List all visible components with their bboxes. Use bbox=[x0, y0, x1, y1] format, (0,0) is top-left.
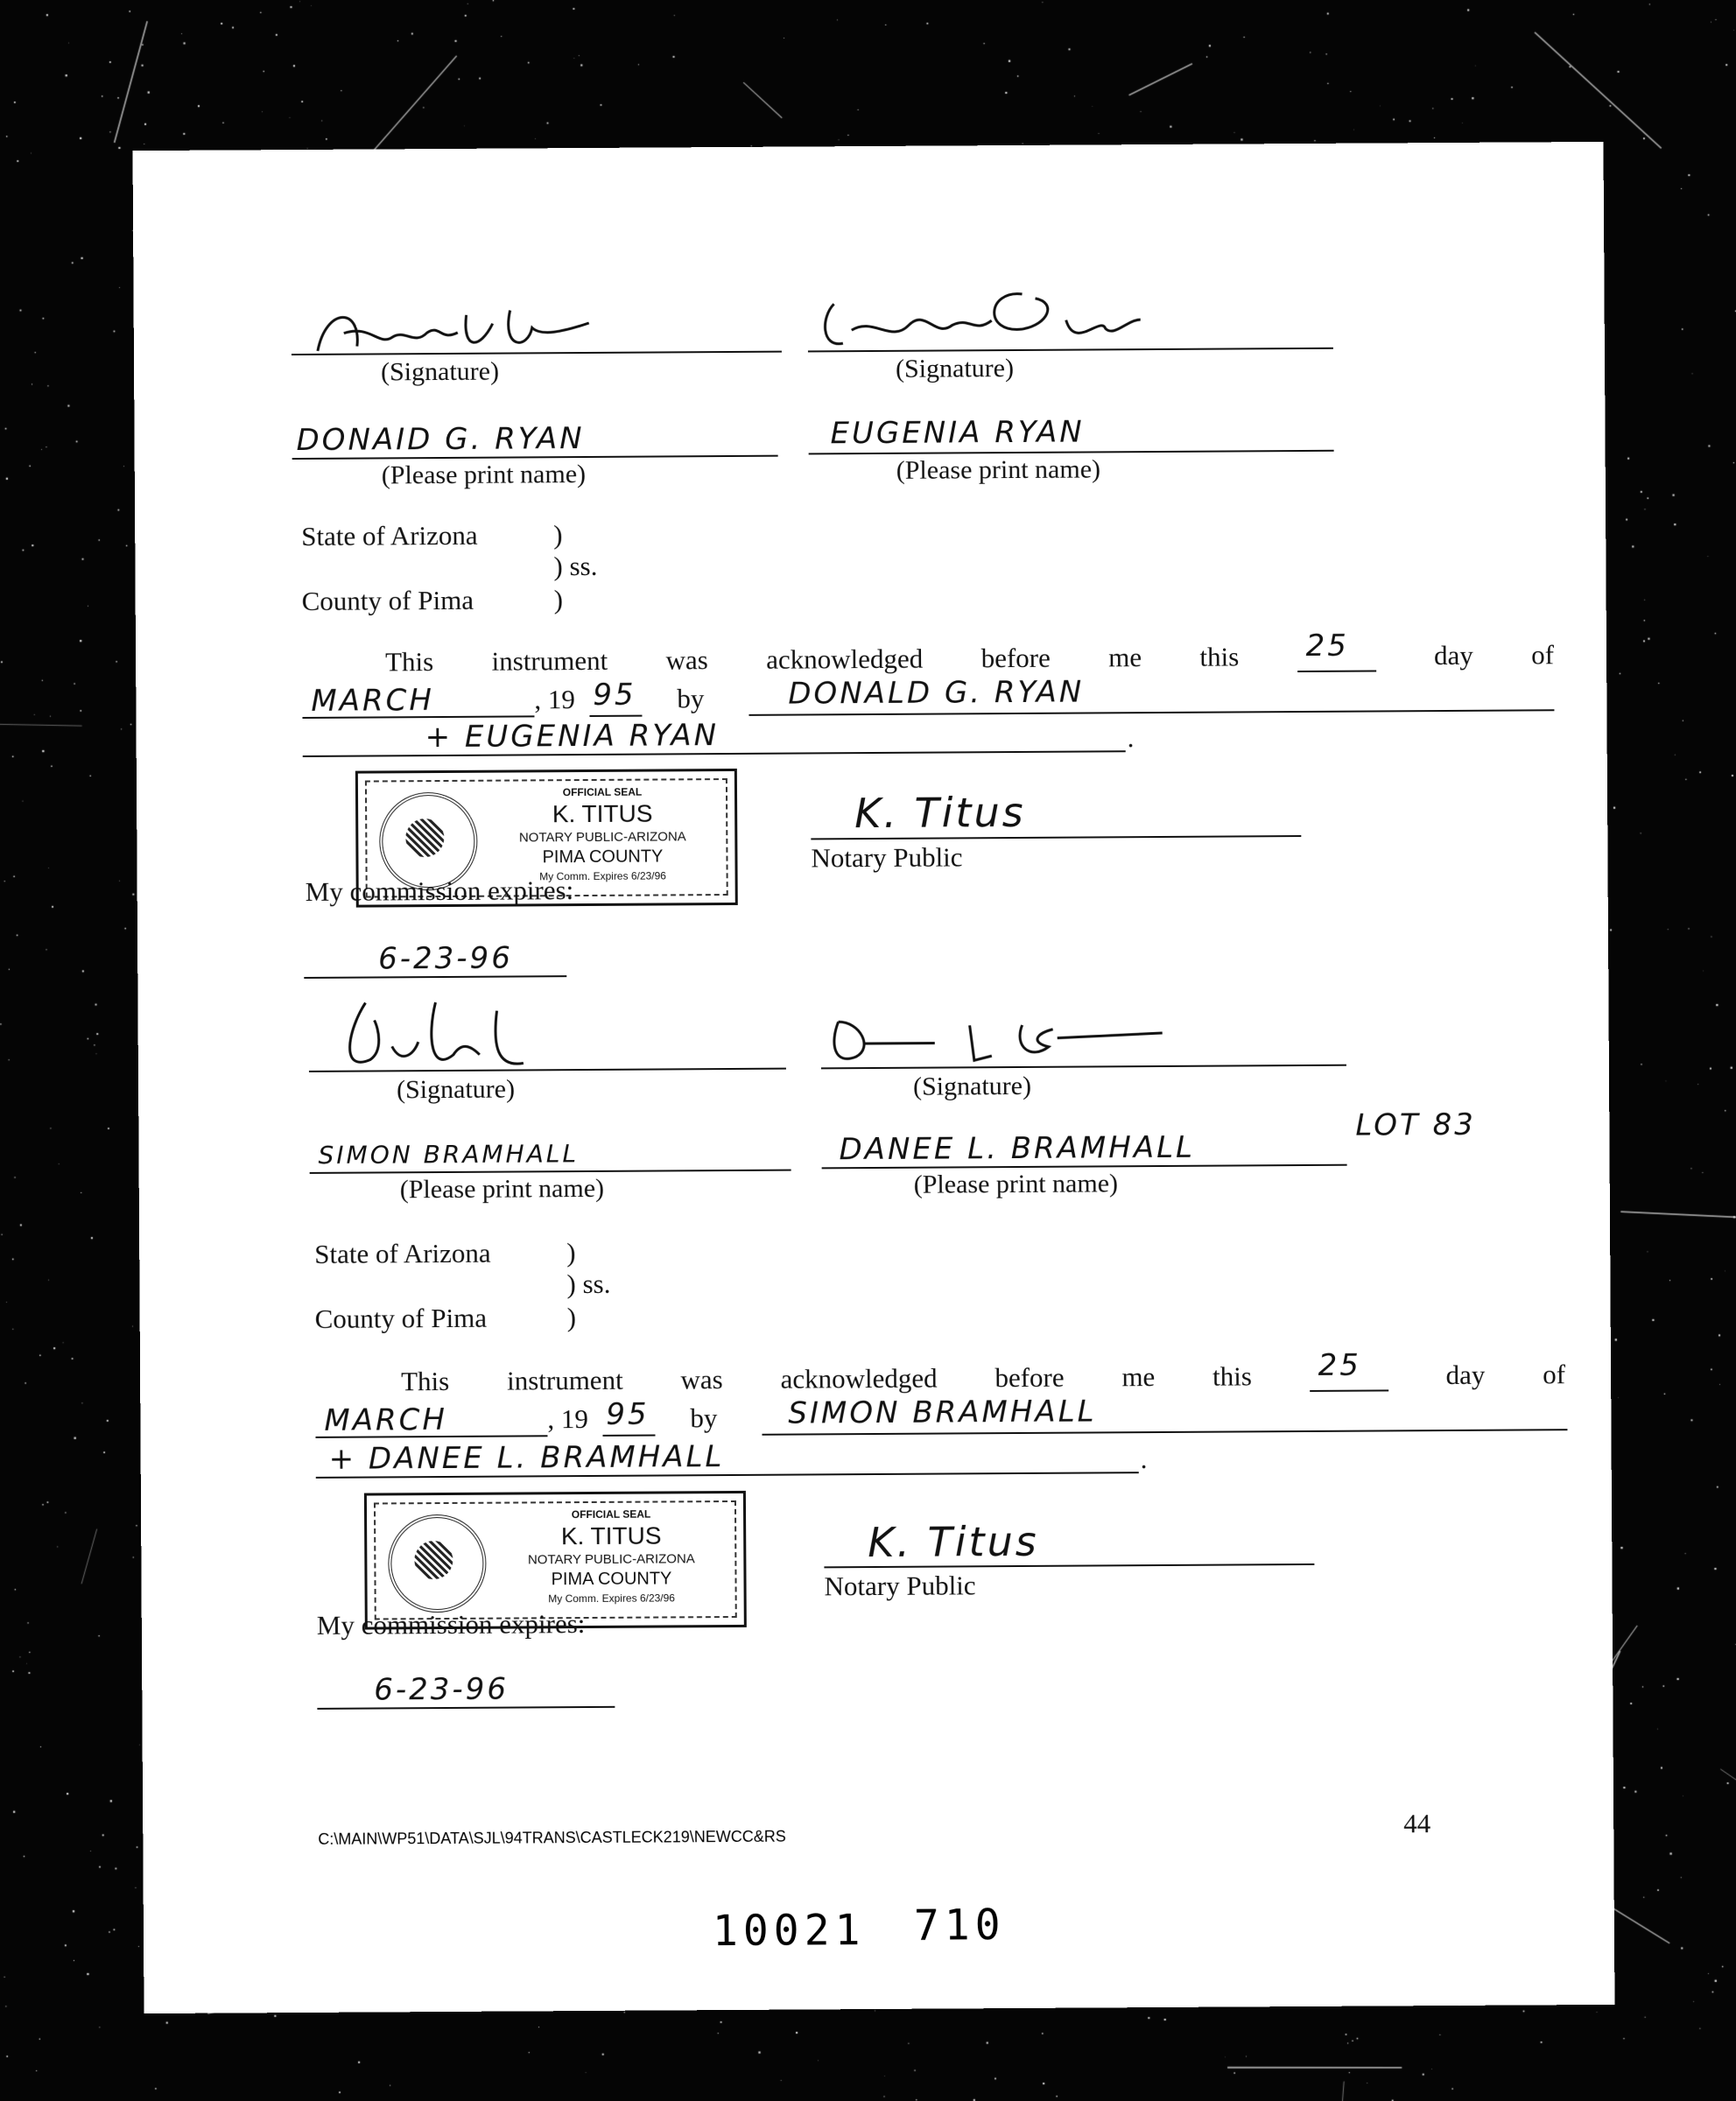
recording-page-number: 710 bbox=[913, 1901, 1006, 1950]
ack-by-name-1a: DONALD G. RYAN bbox=[788, 674, 1085, 712]
ack-word: this bbox=[1199, 641, 1240, 672]
ack-word: This bbox=[401, 1365, 450, 1397]
seal-line4: My Comm. Expires 6/23/96 bbox=[548, 1592, 676, 1606]
ack-period-2: . bbox=[1140, 1444, 1148, 1475]
seal-notary-name: K. TITUS bbox=[560, 1521, 662, 1550]
ack-word: before bbox=[980, 642, 1051, 674]
ack-by-2: by bbox=[690, 1402, 718, 1434]
ack-day-2: 25 bbox=[1318, 1347, 1362, 1383]
ack-day-underline bbox=[1297, 670, 1376, 672]
ack-word: me bbox=[1108, 642, 1142, 673]
ack-word: me bbox=[1121, 1361, 1156, 1393]
name-caption-left-1: (Please print name) bbox=[381, 459, 587, 490]
ack-word: day bbox=[1433, 639, 1473, 671]
seal-line2: NOTARY PUBLIC-ARIZONA bbox=[518, 829, 686, 846]
seal-notary-name: K. TITUS bbox=[552, 799, 653, 828]
signature-caption-right-2: (Signature) bbox=[912, 1071, 1032, 1101]
ack-word: was bbox=[665, 644, 708, 676]
county-label-2: County of Pima bbox=[314, 1302, 488, 1334]
ack-word: acknowledged bbox=[766, 643, 924, 675]
name-line-left-2 bbox=[310, 1170, 791, 1174]
ack-day-1: 25 bbox=[1305, 628, 1349, 664]
ack-word: This bbox=[384, 646, 434, 678]
printed-name-left-1: DONAID G. RYAN bbox=[296, 421, 585, 459]
arizona-seal-emblem bbox=[388, 1514, 487, 1613]
signature-caption-right-1: (Signature) bbox=[895, 354, 1015, 383]
file-path: C:\MAIN\WP51\DATA\SJL\94TRANS\CASTLECK219\NEWCC&RS bbox=[318, 1827, 786, 1848]
ack-word: before bbox=[995, 1361, 1065, 1394]
ack-month-underline-1 bbox=[302, 715, 534, 719]
ack-by-1: by bbox=[677, 683, 705, 714]
ack-day-slot bbox=[1310, 1347, 1388, 1392]
ack-word: of bbox=[1543, 1359, 1566, 1390]
ack-comma19-2: , 19 bbox=[547, 1402, 588, 1435]
ack-comma19-1: , 19 bbox=[534, 684, 575, 715]
signature-caption-left-2: (Signature) bbox=[396, 1074, 516, 1105]
signature-danee-bramhall bbox=[821, 1007, 1171, 1070]
notary-signature-2: K. Titus bbox=[868, 1517, 1039, 1567]
name-caption-left-2: (Please print name) bbox=[399, 1173, 605, 1205]
ack-word: of bbox=[1531, 639, 1555, 671]
document-page bbox=[133, 142, 1615, 2013]
commission-label-2: My commission expires: bbox=[316, 1608, 586, 1641]
commission-date-1: 6-23-96 bbox=[378, 940, 513, 977]
paren-1a: ) bbox=[553, 519, 563, 551]
ack-month-2: MARCH bbox=[324, 1402, 448, 1438]
ss-label-2: ) ss. bbox=[566, 1268, 611, 1300]
name-caption-right-2: (Please print name) bbox=[913, 1169, 1119, 1199]
ack-word: acknowledged bbox=[780, 1362, 938, 1395]
printed-name-right-1: EUGENIA RYAN bbox=[830, 414, 1085, 452]
county-label-1: County of Pima bbox=[301, 584, 474, 616]
paren-2b: ) bbox=[566, 1302, 577, 1333]
notary-public-label-1: Notary Public bbox=[811, 841, 963, 874]
commission-label-1: My commission expires: bbox=[305, 875, 574, 907]
seal-title: OFFICIAL SEAL bbox=[562, 785, 643, 799]
ss-label-1: ) ss. bbox=[553, 550, 598, 582]
notary-signature-1: K. Titus bbox=[854, 788, 1026, 838]
ack-year-2: 95 bbox=[606, 1396, 650, 1432]
ack-line-1 bbox=[384, 628, 1555, 678]
paren-1b: ) bbox=[553, 584, 564, 615]
ack-word: instrument bbox=[506, 1364, 623, 1396]
seal-title: OFFICIAL SEAL bbox=[571, 1507, 651, 1521]
page-number: 44 bbox=[1403, 1808, 1431, 1839]
ack-day-slot bbox=[1297, 628, 1376, 672]
seal-line2: NOTARY PUBLIC-ARIZONA bbox=[527, 1551, 695, 1568]
commission-line-2 bbox=[317, 1706, 615, 1710]
ack-year-1: 95 bbox=[593, 677, 636, 713]
margin-note-lot: LOT 83 bbox=[1355, 1107, 1476, 1143]
signature-eugenia-ryan bbox=[812, 280, 1145, 365]
ack-year-underline-1 bbox=[589, 715, 642, 717]
commission-date-2: 6-23-96 bbox=[374, 1671, 510, 1708]
printed-name-right-2: DANEE L. BRAMHALL bbox=[839, 1129, 1196, 1168]
ack-word: instrument bbox=[491, 644, 608, 677]
ack-by-name-2b: + DANEE L. BRAMHALL bbox=[328, 1439, 725, 1477]
notary-public-label-2: Notary Public bbox=[824, 1570, 976, 1602]
seal-line3: PIMA COUNTY bbox=[542, 847, 664, 868]
ack-day-underline bbox=[1310, 1389, 1388, 1392]
ack-month-1: MARCH bbox=[311, 683, 435, 719]
state-label-1: State of Arizona bbox=[301, 519, 478, 552]
ack-by-name-1b: + EUGENIA RYAN bbox=[425, 718, 720, 755]
ack-year-underline-2 bbox=[602, 1435, 655, 1437]
state-label-2: State of Arizona bbox=[314, 1237, 491, 1269]
ack-month-underline-2 bbox=[315, 1435, 547, 1438]
ack-period-1: . bbox=[1127, 722, 1135, 754]
ack-word: this bbox=[1212, 1360, 1253, 1392]
ack-by-name-2a: SIMON BRAMHALL bbox=[788, 1394, 1097, 1431]
paren-2a: ) bbox=[566, 1237, 576, 1268]
printed-name-left-2: SIMON BRAMHALL bbox=[318, 1139, 580, 1170]
ack-word: was bbox=[680, 1364, 723, 1395]
ack-line-2 bbox=[401, 1347, 1566, 1397]
name-caption-right-1: (Please print name) bbox=[896, 454, 1101, 485]
commission-line-1 bbox=[304, 975, 566, 979]
seal-line3: PIMA COUNTY bbox=[551, 1569, 672, 1590]
ack-word: day bbox=[1445, 1359, 1486, 1391]
signature-caption-left-1: (Signature) bbox=[380, 356, 500, 387]
recording-book-number: 10021 bbox=[712, 1906, 866, 1957]
seal-line4: My Comm. Expires 6/23/96 bbox=[539, 869, 666, 883]
